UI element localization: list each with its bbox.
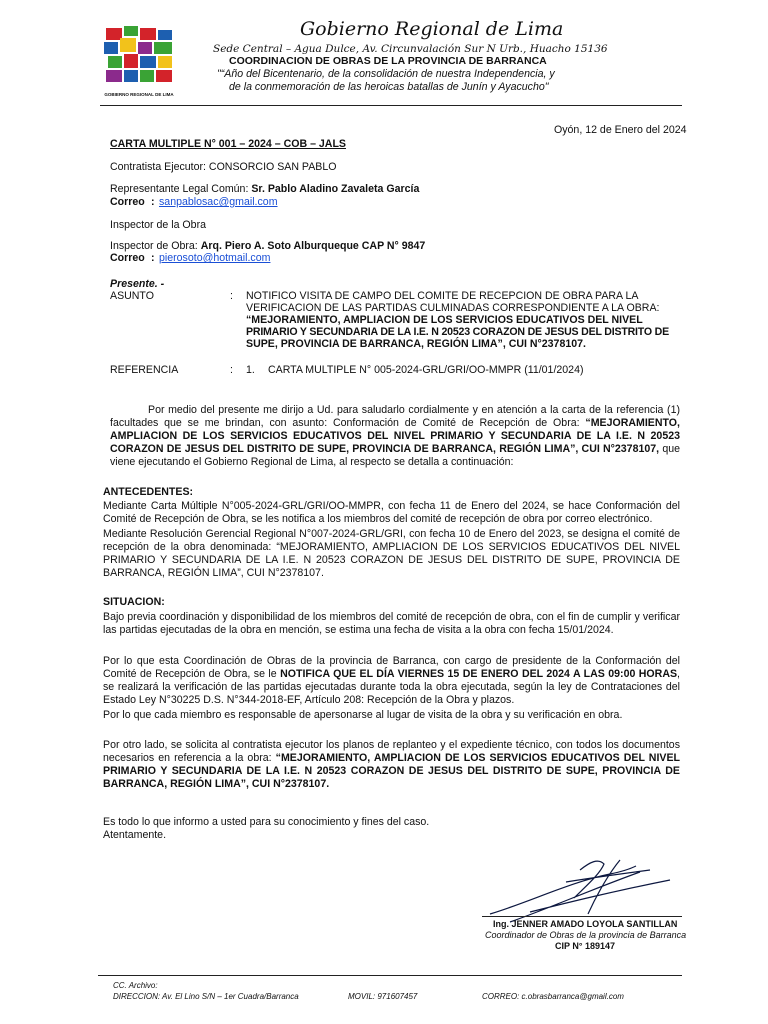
header-motto-line1: "“Año del Bicentenario, de la consolidación de nuestra Independencia, y xyxy=(217,68,555,80)
antecedentes-title: ANTECEDENTES: xyxy=(103,486,194,498)
header-coordination: COORDINACION DE OBRAS DE LA PROVINCIA DE BARRANCA xyxy=(229,55,547,67)
notifica-paragraph xyxy=(103,655,680,707)
planos-paragraph xyxy=(103,739,680,791)
rep-name: Sr. Pablo Aladino Zavaleta García xyxy=(251,183,420,195)
antecedentes-2: Mediante Resolución Gerencial Regional N°007-2024-GRL/GRI, con fecha 10 de Enero del 2023, se designa el comité de recepción de la obra denominada: “MEJORAMIENTO, AMPLIACION DE LOS SERVICIOS EDUCATIVOS DEL NIVEL PRIMARIO Y SECUNDARIA DE LA I.E. N 20523 CORAZON DE JESUS DEL DISTRITO DE SUPE, PROVINCIA DE BARRANCA, REGIÓN LIMA”, CUI N°2378107. xyxy=(103,528,680,579)
signature-line xyxy=(482,916,682,917)
rep-label: Representante Legal Común: xyxy=(110,183,249,195)
notifica-text-1: Por lo que esta Coordinación de Obras de la provincia de Barranca, con cargo de presidente de la Conformación del Comité de Recepción de Obra, se le xyxy=(103,655,680,680)
referencia-label: REFERENCIA xyxy=(110,364,179,376)
intro-paragraph xyxy=(110,404,680,469)
inspector-name: Arq. Piero A. Soto Alburqueque CAP N° 9847 xyxy=(200,240,426,252)
planos-bold: “MEJORAMIENTO, AMPLIACION DE LOS SERVICIOS EDUCATIVOS DEL NIVEL PRIMARIO Y SECUNDARIA DE LA I.E. N 20523 CORAZON DE JESUS DEL DISTRITO DE SUPE, PROVINCIA DE BARRANCA, REGIÓN LIMA”, CUI N°2378107. xyxy=(103,752,681,790)
antecedentes-1: Mediante Carta Múltiple N°005-2024-GRL/GRI/OO-MMPR, con fecha 11 de Enero del 2024, se hace Conformación del Comité de Recepción de Obra, se les notifica a los miembros del comité de recepción de obra por correo electrónico. xyxy=(103,500,680,525)
closing-1: Es todo lo que informo a usted para su conocimiento y fines del caso. xyxy=(103,816,430,828)
header-divider xyxy=(100,105,682,106)
inspector-correo-label: Correo xyxy=(110,252,145,264)
asunto-line1: NOTIFICO VISITA DE CAMPO DEL COMITE DE RECEPCION DE OBRA PARA LA xyxy=(246,290,639,302)
situacion-title: SITUACION: xyxy=(103,596,165,608)
inspector-correo-colon: : xyxy=(151,252,155,264)
signature-name: Ing. JENNER AMADO LOYOLA SANTILLAN xyxy=(493,919,678,929)
regional-logo xyxy=(100,24,178,96)
org-title: Gobierno Regional de Lima xyxy=(300,18,564,40)
signature-role: Coordinador de Obras de la provincia de Barranca xyxy=(485,930,687,940)
intro-bold: “MEJORAMIENTO, AMPLIACION DE LOS SERVICIOS EDUCATIVOS DEL NIVEL PRIMARIO Y SECUNDARIA DE LA I.E. N 20523 CORAZON DE JESUS DEL DISTRITO DE SUPE, PROVINCIA DE BARRANCA, REGIÓN LIMA”, CUI N°2378107, xyxy=(110,417,680,455)
logo-mark-icon xyxy=(100,24,178,86)
rep-correo-label: Correo xyxy=(110,196,145,208)
footer-movil: MOVIL: 971607457 xyxy=(348,992,418,1001)
planos-text-1: Por otro lado, se solicita al contratista ejecutor los planos de replanteo y el expediente técnico, con todos los documentos necesarios en referencia a la obra: xyxy=(103,739,680,764)
header-motto-line2: de la conmemoración de las heroicas batallas de Junín y Ayacucho" xyxy=(229,81,549,93)
asunto-line2: VERIFICACION DE LAS PARTIDAS CULMINADAS CORRESPONDIENTE A LA OBRA: xyxy=(246,302,660,314)
asunto-line4: PRIMARIO Y SECUNDARIA DE LA I.E. N 20523 CORAZON DE JESUS DEL DISTRITO DE xyxy=(246,326,669,338)
referencia-colon: : xyxy=(230,364,233,376)
asunto-line5: SUPE, PROVINCIA DE BARRANCA, REGIÓN LIMA”, CUI N°2378107. xyxy=(246,338,586,350)
intro-text-2: que viene ejecutando el Gobierno Regional de Lima, al respecto se detalla a continuación: xyxy=(110,443,680,468)
inspector-email-link[interactable]: pierosoto@hotmail.com xyxy=(159,252,271,264)
referencia-text: CARTA MULTIPLE N° 005-2024-GRL/GRI/OO-MMPR (11/01/2024) xyxy=(268,364,584,376)
representative-line xyxy=(110,183,419,196)
footer-direccion: DIRECCION: Av. El Lino S/N – 1er Cuadra/Barranca xyxy=(113,992,299,1001)
contractor: Contratista Ejecutor: CONSORCIO SAN PABLO xyxy=(110,161,337,173)
footer-cc: CC. Archivo: xyxy=(113,981,158,990)
footer-correo: CORREO: c.obrasbarranca@gmail.com xyxy=(482,992,624,1001)
letter-number: CARTA MULTIPLE N° 001 – 2024 – COB – JALS xyxy=(110,138,346,150)
asunto-colon: : xyxy=(230,290,233,302)
notifica-3: Por lo que cada miembro es responsable de apersonarse al lugar de visita de la obra y su verificación en obra. xyxy=(103,709,623,721)
rep-email-link[interactable]: sanpablosac@gmail.com xyxy=(159,196,278,208)
notifica-bold: NOTIFICA QUE EL DÍA VIERNES 15 DE ENERO DEL 2024 A LAS 09:00 HORAS xyxy=(280,668,678,680)
inspector-heading: Inspector de la Obra xyxy=(110,219,206,231)
letter-date: Oyón, 12 de Enero del 2024 xyxy=(554,124,687,136)
intro-text-1: Por medio del presente me dirijo a Ud. para saludarlo cordialmente y en atención a la carta de la referencia (1) facultades que se me brindan, con asunto: Conformación de Comité de Recepción de Obra: xyxy=(110,404,680,429)
logo-caption: GOBIERNO REGIONAL DE LIMA xyxy=(104,92,174,97)
notifica-text-2: , se realizará la verificación de las partidas ejecutadas durante toda la obra ejecutada, según la ley de Contrataciones del Estado Ley N°30225 D.S. N°344-2018-EF, Artículo 208: Recepción de la Obra y plazos. xyxy=(103,668,680,706)
asunto-label: ASUNTO xyxy=(110,290,154,302)
signature-cip: CIP N° 189147 xyxy=(555,941,615,951)
referencia-num: 1. xyxy=(246,364,255,376)
asunto-line3: “MEJORAMIENTO, AMPLIACION DE LOS SERVICIOS EDUCATIVOS DEL NIVEL xyxy=(246,314,643,326)
closing-2: Atentamente. xyxy=(103,829,167,841)
rep-correo-colon: : xyxy=(151,196,155,208)
presente: Presente. - xyxy=(110,278,165,290)
header-address: Sede Central – Agua Dulce, Av. Circunvalación Sur N Urb., Huacho 15136 xyxy=(213,43,608,55)
situacion-1: Bajo previa coordinación y disponibilidad de los miembros del comité de recepción de obra, con el fin de cumplir y verificar las partidas ejecutadas de la obra en mención, se estima una fecha de visita a la obra con fecha 15/01/2024. xyxy=(103,611,680,636)
footer-divider xyxy=(98,975,682,976)
inspector-label: Inspector de Obra: xyxy=(110,240,198,252)
